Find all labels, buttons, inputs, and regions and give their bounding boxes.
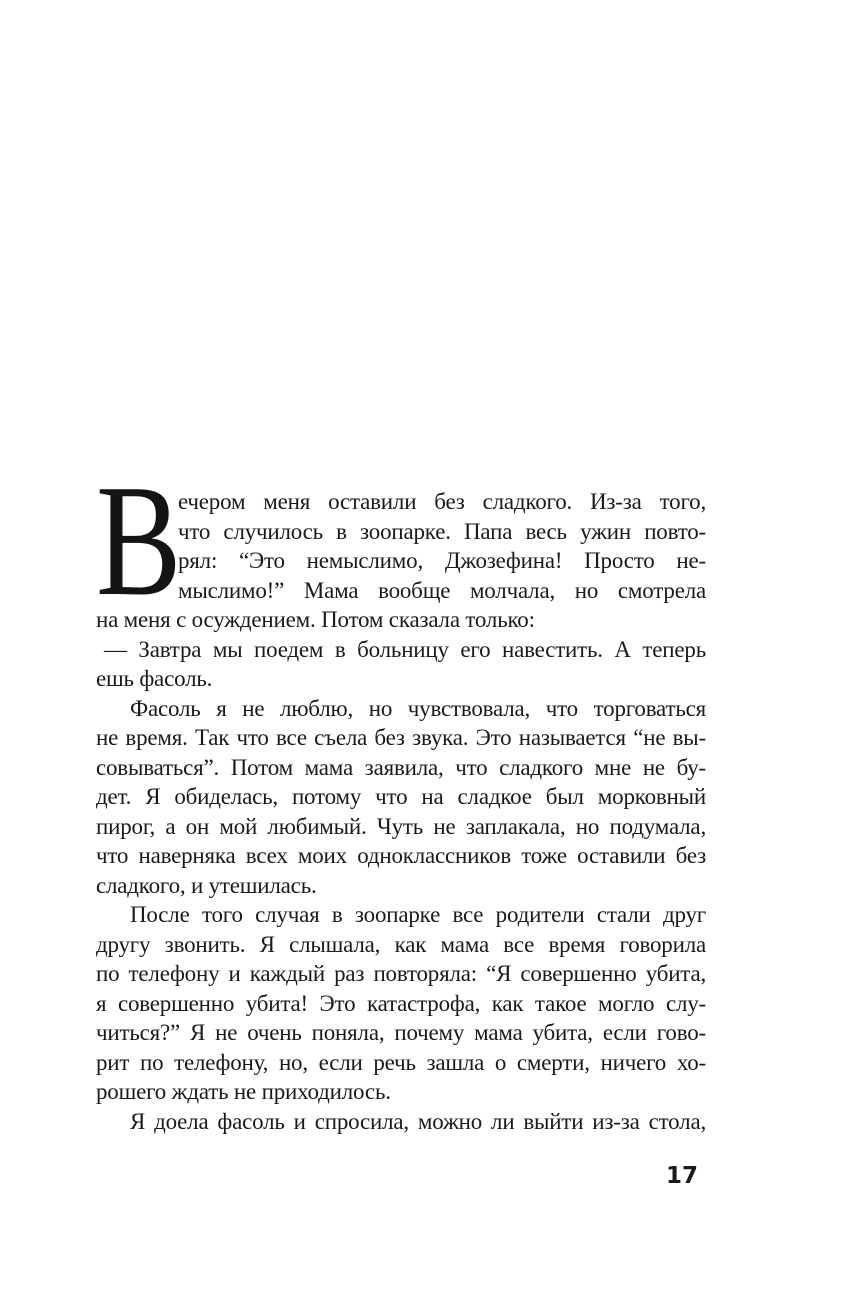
text-line: не время. Так что все съела без звука. Это называется “не вы- bbox=[96, 725, 706, 750]
text-line: совываться”. Потом мама заявила, что сладкого мне не бу- bbox=[96, 754, 706, 780]
drop-cap-box bbox=[96, 451, 182, 629]
text-line: рошего ждать не приходилось. bbox=[96, 1079, 391, 1104]
text-line: я совершенно убита! Это катастрофа, как такое могло слу- bbox=[96, 990, 706, 1016]
text-line: рял: “Это немыслимо, Джозефина! Просто не- bbox=[178, 548, 706, 573]
text-line: ешь фасоль. bbox=[96, 666, 213, 691]
drop-cap-letter: В bbox=[96, 451, 182, 629]
text-line: пирог, а он мой любимый. Чуть не заплакала, но подумала, bbox=[96, 813, 706, 839]
text-line: что случилось в зоопарке. Папа весь ужин повто- bbox=[178, 518, 706, 544]
text-line: Я доела фасоль и спросила, можно ли выйти из-за стола, bbox=[130, 1108, 706, 1134]
text-line: мыслимо!” Мама вообще молчала, но смотрела bbox=[178, 577, 706, 603]
paragraph-phone-calls bbox=[96, 900, 706, 1107]
text-line: Фасоль я не люблю, но чувствовала, что торговаться bbox=[130, 695, 706, 721]
paragraph-finished-beans bbox=[96, 1107, 706, 1137]
text-line: ечером меня оставили без сладкого. Из-за того, bbox=[178, 489, 706, 514]
text-line: другу звонить. Я слышала, как мама все время говорила bbox=[96, 931, 706, 957]
text-line: рит по телефону, но, если речь зашла о смерти, ничего хо- bbox=[96, 1049, 706, 1075]
page-text bbox=[96, 451, 706, 1136]
text-line: дет. Я обиделась, потому что на сладкое был морковный bbox=[96, 784, 706, 809]
paragraph-beans bbox=[96, 694, 706, 901]
text-line: — Завтра мы поедем в больницу его навестить. А теперь bbox=[104, 636, 706, 662]
text-line: что наверняка всех моих одноклассников тоже оставили без bbox=[96, 843, 706, 868]
text-line: сладкого, и утешилась. bbox=[96, 872, 317, 898]
paragraph-opening bbox=[96, 451, 706, 635]
page-number: 17 bbox=[666, 1163, 699, 1189]
text-line: После того случая в зоопарке все родители стали друг bbox=[130, 902, 706, 927]
text-line: по телефону и каждый раз повторяла: “Я совершенно убита, bbox=[96, 961, 706, 986]
paragraph-dialogue bbox=[96, 635, 706, 694]
text-line: читься?” Я не очень поняла, почему мама убита, если гово- bbox=[96, 1020, 706, 1045]
text-line: на меня с осуждением. Потом сказала только: bbox=[96, 607, 535, 632]
